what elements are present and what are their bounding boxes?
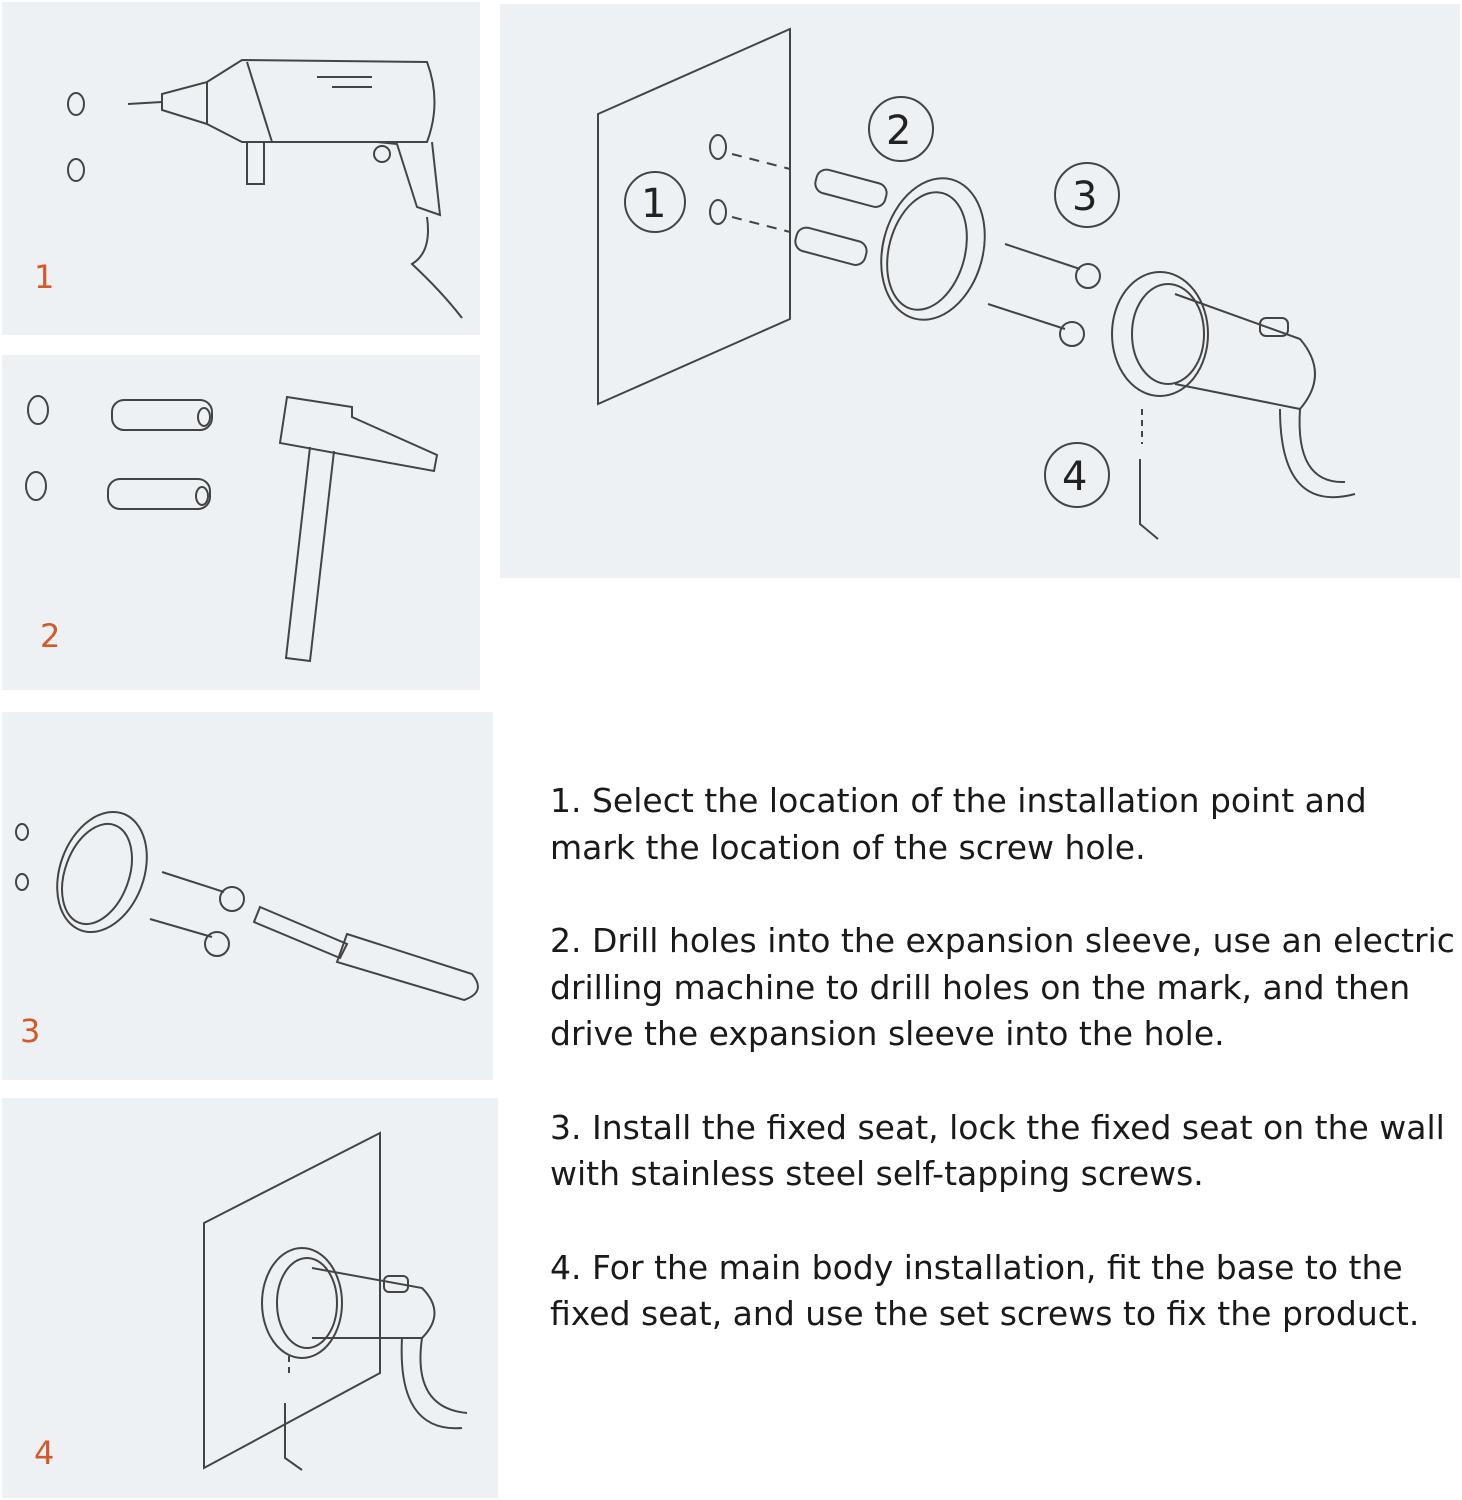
step-3-text: 3. Install the fixed seat, lock the fixed seat on the wall with stainless steel self-tapping screws. — [550, 1107, 1445, 1193]
panel-overview — [500, 4, 1460, 578]
step-1-text: 1. Select the location of the installation point and mark the location of the screw hole. — [550, 781, 1367, 867]
callout-2: 2 — [886, 108, 912, 154]
callout-1: 1 — [641, 181, 667, 227]
step-number: 4 — [34, 1434, 55, 1472]
step-number: 3 — [20, 1012, 41, 1050]
exploded-assembly-illustration — [500, 4, 1460, 578]
mounted-hook-illustration — [2, 1098, 498, 1498]
panel-step-2 — [2, 355, 480, 690]
step-4-text: 4. For the main body installation, fit the base to the fixed seat, and use the set screws to fix the product. — [550, 1247, 1420, 1333]
instructions-text — [550, 778, 1460, 1385]
panel-step-1 — [2, 2, 480, 335]
callout-4: 4 — [1062, 454, 1088, 500]
callout-3: 3 — [1072, 174, 1098, 220]
hammer-sleeves-illustration — [2, 355, 480, 690]
seat-screwdriver-illustration — [2, 712, 493, 1080]
step-number: 2 — [40, 617, 61, 655]
panel-step-3 — [2, 712, 493, 1080]
drill-illustration — [2, 2, 480, 335]
panel-step-4 — [2, 1098, 498, 1498]
step-number: 1 — [34, 258, 55, 296]
step-2-text: 2. Drill holes into the expansion sleeve, use an electric drilling machine to drill holes on the mark, and then drive the expansion sleeve into the hole. — [550, 921, 1455, 1053]
